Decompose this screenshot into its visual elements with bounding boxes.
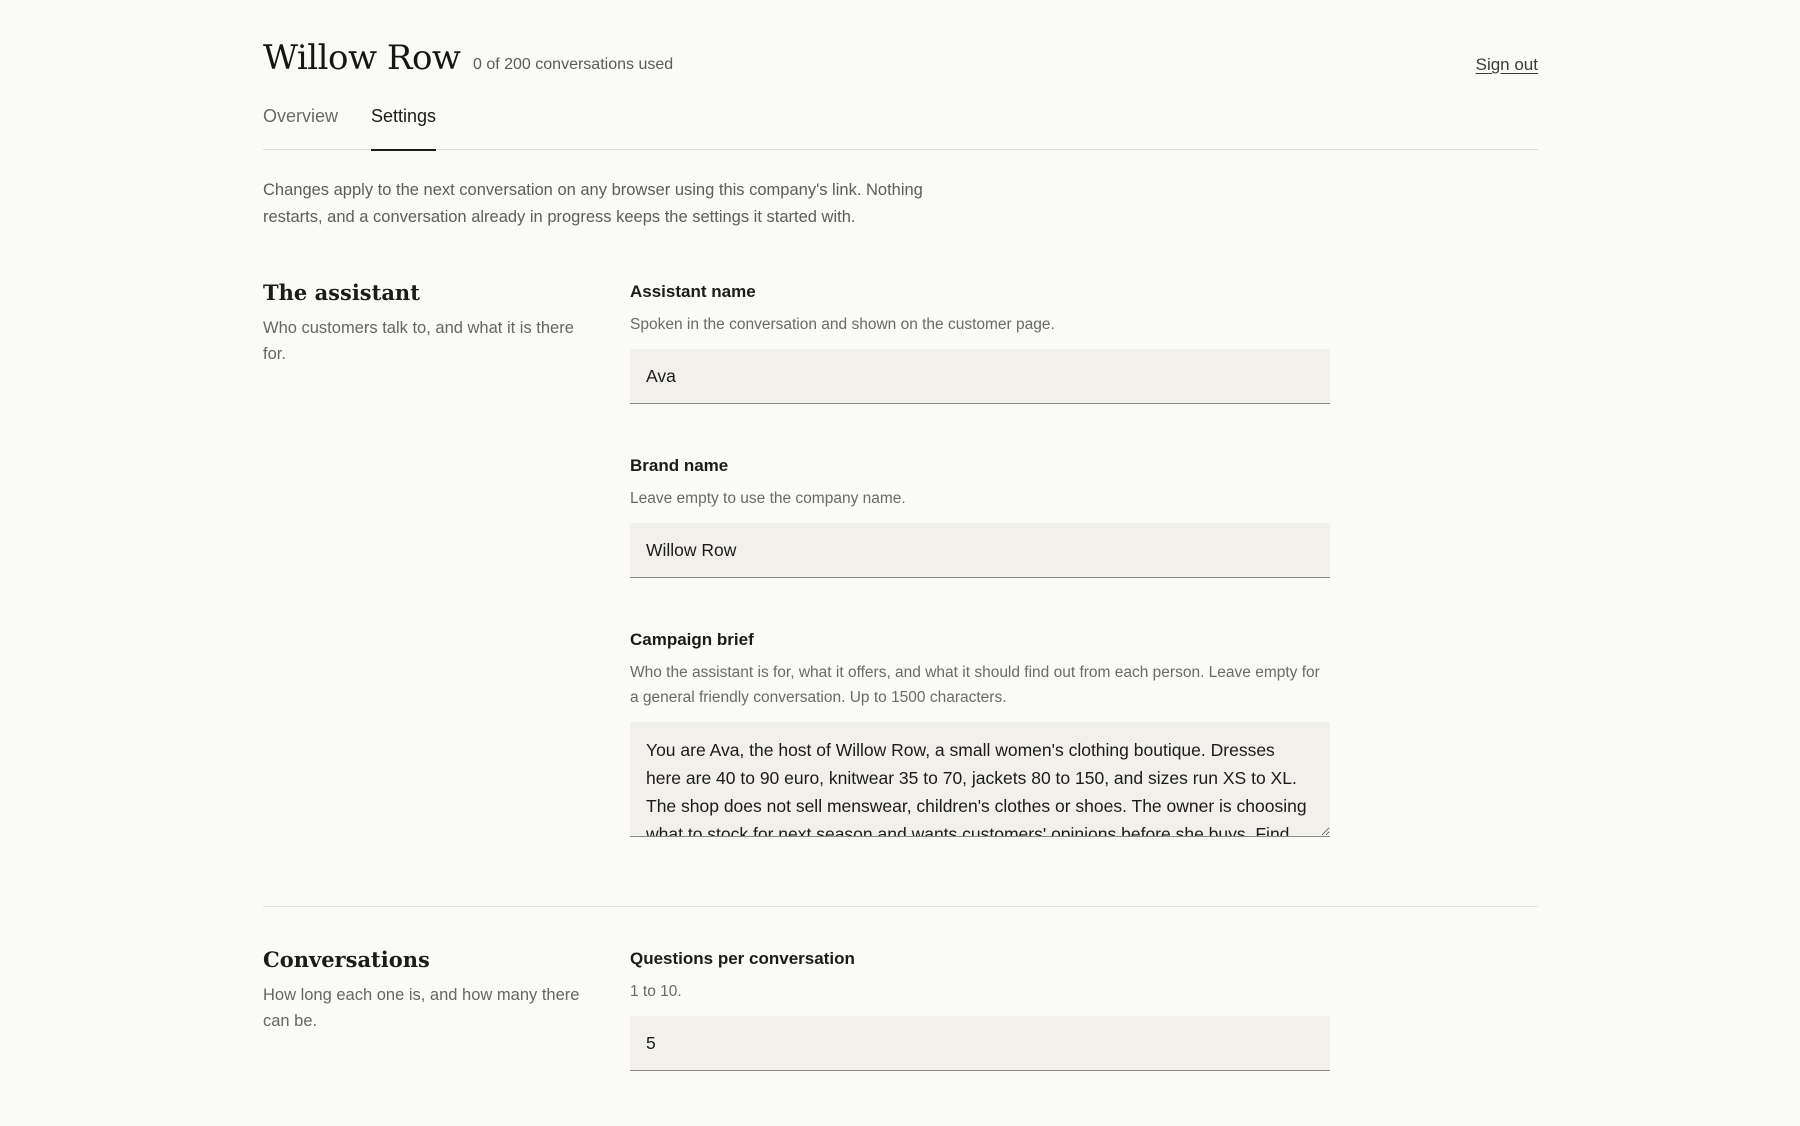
assistant-name-input[interactable] — [630, 349, 1330, 404]
intro-text: Changes apply to the next conversation on any browser using this company's link. Nothing restarts, and a conversation already in progress keeps the settings it started with. — [263, 181, 923, 226]
usage-counter: 0 of 200 conversations used — [473, 56, 674, 73]
section-title: Conversations — [263, 947, 430, 972]
field-assistant-name — [630, 282, 1330, 404]
field-help: Leave empty to use the company name. — [630, 490, 906, 507]
section-description: How long each one is, and how many there can be. — [263, 986, 580, 1030]
field-help: Spoken in the conversation and shown on the customer page. — [630, 316, 1055, 333]
section-title: The assistant — [263, 280, 420, 305]
field-help: Who the assistant is for, what it offers, and what it should find out from each person. Leave empty for a general friendly conversation. Up to 1500 characters. — [630, 664, 1320, 706]
brand-name-input[interactable] — [630, 523, 1330, 578]
section-conversations-header — [263, 947, 593, 1034]
field-label: Brand name — [630, 456, 729, 475]
field-label: Questions per conversation — [630, 949, 855, 968]
field-brand-name — [630, 456, 1330, 578]
questions-per-conversation-input[interactable] — [630, 1016, 1330, 1071]
field-campaign-brief — [630, 630, 1330, 837]
field-label: Campaign brief — [630, 630, 754, 649]
campaign-brief-textarea[interactable] — [630, 722, 1330, 837]
tab-settings[interactable]: Settings — [371, 106, 436, 150]
section-description: Who customers talk to, and what it is there for. — [263, 319, 574, 363]
section-divider — [263, 906, 1538, 907]
main-container — [263, 0, 1538, 1030]
field-label: Assistant name — [630, 282, 756, 301]
tab-bar — [263, 90, 1538, 150]
page-title: Willow Row — [263, 38, 461, 78]
field-questions-per-conversation — [630, 949, 1330, 1071]
field-help: 1 to 10. — [630, 983, 682, 1000]
sign-out-link[interactable]: Sign out — [1475, 55, 1538, 74]
tab-overview[interactable]: Overview — [263, 106, 339, 126]
header — [263, 0, 1538, 90]
section-assistant-header — [263, 280, 593, 367]
